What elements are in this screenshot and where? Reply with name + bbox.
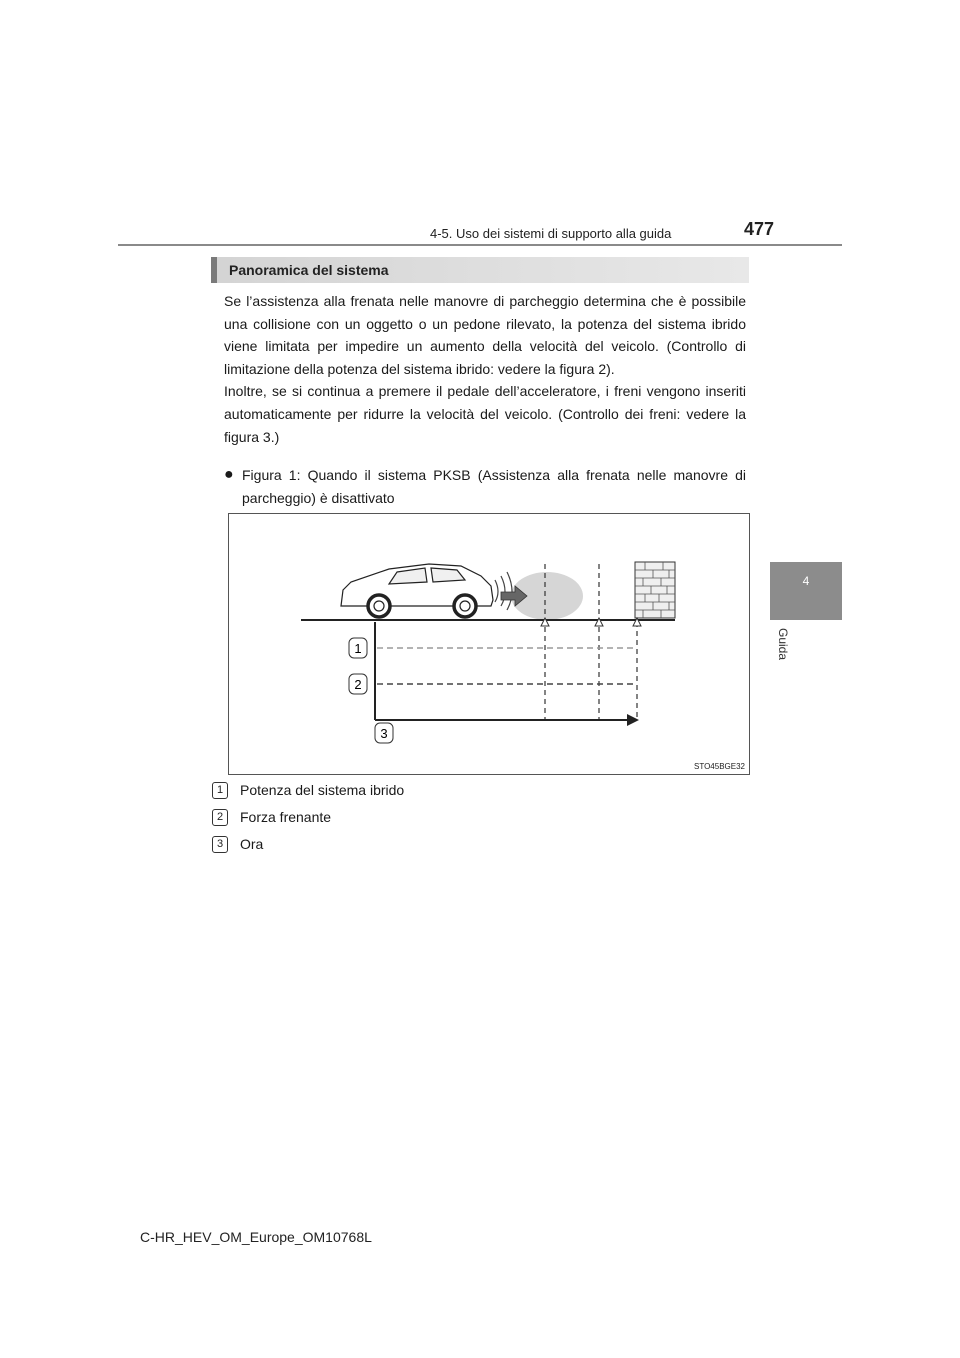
footer-doc-id: C-HR_HEV_OM_Europe_OM10768L xyxy=(140,1229,372,1245)
section-box-title: Panoramica del sistema xyxy=(229,262,389,278)
header-rule xyxy=(118,244,842,246)
chapter-tab-number: 4 xyxy=(802,574,810,588)
bullet-icon: ● xyxy=(224,466,234,483)
callout-2-label: 2 xyxy=(354,677,362,692)
paragraph-1: Se l’assistenza alla frenata nelle manovre di parcheggio determina che è possibile una collisione con un oggetto o un pedone rilevato, la potenza del sistema ibrido viene limitata per impedire un aumento della velocità del veicolo. (Controllo di limitazione della potenza del sistema ibrido: vedere la figura 2). xyxy=(224,293,746,377)
figure-illustration xyxy=(229,514,749,774)
section-box-header xyxy=(211,257,749,283)
legend-badge-3: 3 xyxy=(212,836,228,853)
legend-text-3: Ora xyxy=(240,836,264,852)
section-title: 4-5. Uso dei sistemi di supporto alla guida xyxy=(430,226,672,241)
callout-3-label: 3 xyxy=(380,726,388,741)
legend-text-1: Potenza del sistema ibrido xyxy=(240,782,405,798)
legend-badge-1: 1 xyxy=(212,782,228,799)
wall-icon xyxy=(635,562,675,618)
figure-pksb-off xyxy=(228,513,750,775)
body-text xyxy=(224,290,746,448)
callout-3 xyxy=(375,723,393,743)
callout-1-label: 1 xyxy=(354,641,362,656)
car-icon xyxy=(341,564,512,617)
legend-badge-2: 2 xyxy=(212,809,228,826)
bullet-text: Figura 1: Quando il sistema PKSB (Assistenza alla frenata nelle manovre di parcheggio) è disattivato xyxy=(242,467,746,506)
callout-1 xyxy=(349,638,367,658)
chapter-tab xyxy=(770,562,842,620)
page-number: 477 xyxy=(744,219,775,239)
callout-2 xyxy=(349,674,367,694)
figure-code: STO45BGE32 xyxy=(694,762,745,771)
figure-bullet xyxy=(224,464,746,509)
legend-text-2: Forza frenante xyxy=(240,809,332,825)
chapter-tab-label: Guida xyxy=(776,628,790,661)
paragraph-2: Inoltre, se si continua a premere il pedale dell’acceleratore, i freni vengono inseriti automaticamente per ridurre la velocità del veicolo. (Controllo dei freni: vedere la figura 3.) xyxy=(224,383,746,445)
